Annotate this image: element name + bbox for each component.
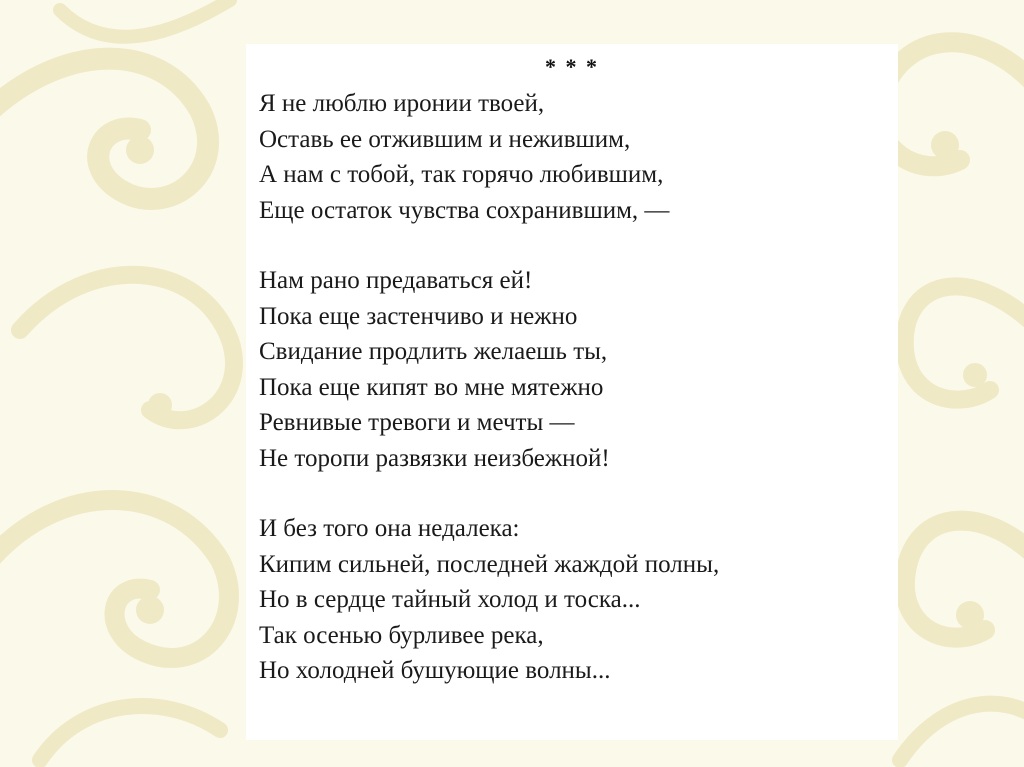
poem-line: Оставь ее отжившим и нежившим, [259,125,631,153]
poem-line: И без того она недалека: [259,515,520,542]
poem-separator: * * * [545,54,599,79]
poem-line: Не торопи развязки неизбежной! [259,444,610,472]
poem-line: А нам с тобой, так горячо любившим, [259,161,664,188]
stanza-3 [259,511,889,689]
poem-line: Пока еще кипят во мне мятежно [259,373,604,401]
poem-card [246,44,898,740]
poem-line: Но в сердце тайный холод и тоска... [259,586,641,613]
poem-line: Ревнивые тревоги и мечты — [259,409,575,436]
poem-line: Пока еще застенчиво и нежно [259,302,578,330]
poem-body [259,86,889,724]
stanza-1 [259,86,889,228]
stanza-2 [259,263,889,476]
poem-line: Но холодней бушующие волны... [259,657,611,684]
poem-line: Так осенью бурливее река, [259,621,544,649]
poem-line: Нам рано предаваться ей! [259,267,533,294]
poem-line: Свидание продлить желаешь ты, [259,338,608,365]
poem-line: Я не люблю иронии твоей, [259,90,545,117]
poem-line: Еще остаток чувства сохранившим, — [259,196,670,224]
poem-line: Кипим сильней, последней жаждой полны, [259,550,720,578]
